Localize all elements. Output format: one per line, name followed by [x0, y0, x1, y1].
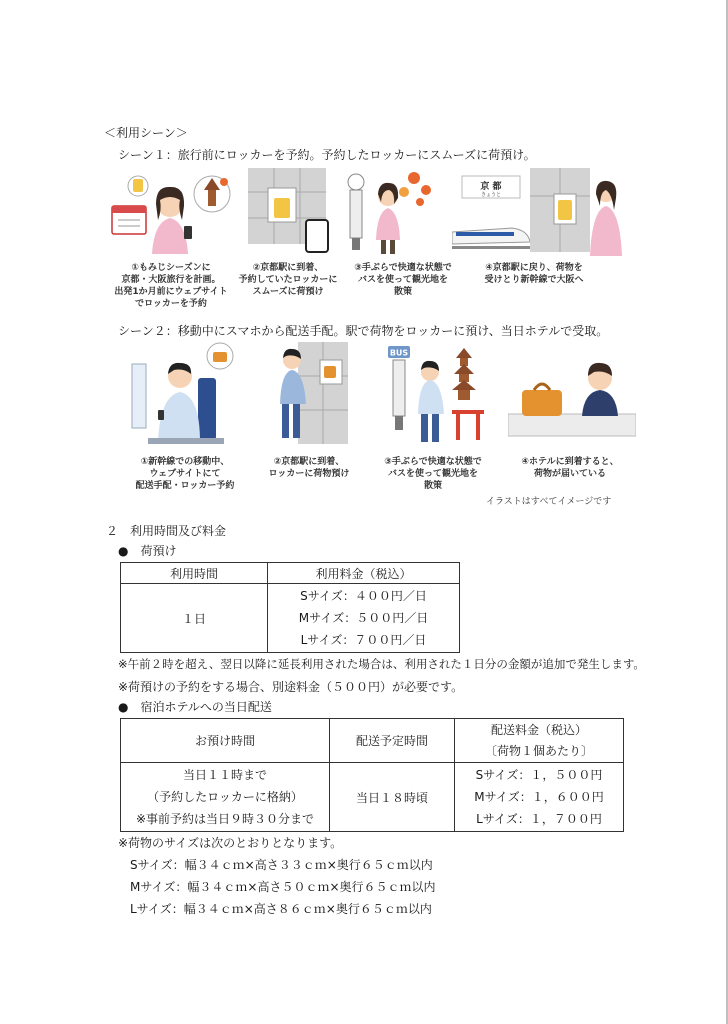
scene1-step4-caption: ④京都駅に戻り、荷物を 受けとり新幹線で大阪へ [484, 263, 584, 285]
delivery-price-table [120, 718, 624, 832]
scene2-step3-caption: ③手ぶらで快適な状態で バスを使って観光地を 散策 [384, 457, 482, 491]
delivery-dropoff: 当日１１時まで （予約したロッカーに格納） ※事前予約は当日９時３０分まで [121, 763, 330, 832]
storage-price-s: Sサイズ：４００円／日 [300, 589, 427, 603]
scene2-step2-illustration [274, 342, 350, 448]
delivery-header-time: 配送予定時間 [330, 719, 455, 763]
station-sign-kana: きょうと [480, 192, 502, 198]
scene1-step2-illustration [248, 168, 336, 254]
storage-note-extension: ※午前２時を超え、翌日以降に延長利用された場合は、利用された１日分の金額が追加で発生します。 [118, 657, 645, 671]
section2-heading: ２ 利用時間及び料金 [106, 524, 227, 538]
storage-header-time: 利用時間 [121, 563, 268, 584]
scene2-step2-caption: ②京都駅に到着、 ロッカーに荷物預け [268, 457, 350, 479]
scene2-step1-illustration [128, 342, 240, 450]
storage-note-reservation: ※荷預けの予約をする場合、別途料金（５００円）が必要です。 [118, 680, 464, 694]
delivery-prices [455, 763, 624, 832]
scene1-step1-caption: ①もみじシーズンに 京都・大阪旅行を計画。 出発1か月前にウェブサイト でロッカーを予約 [114, 263, 228, 309]
scene2-step4-illustration [508, 352, 636, 438]
station-sign-text: 京 都 [480, 182, 502, 192]
bus-sign-text: BUS [389, 348, 409, 358]
storage-price-m: Mサイズ：５００円／日 [298, 611, 429, 625]
scene2-step3-illustration [384, 342, 488, 446]
size-note: ※荷物のサイズは次のとおりとなります。 [118, 836, 343, 850]
delivery-price-l: Lサイズ：１，７００円 [476, 812, 602, 826]
scene1-step2-caption: ②京都駅に到着、 予約していたロッカーに スムーズに荷預け [238, 263, 338, 297]
illustration-note: イラストはすべてイメージです [486, 497, 612, 507]
scene1-step3-caption: ③手ぶらで快適な状態で バスを使って観光地を 散策 [354, 263, 452, 297]
delivery-header-dropoff: お預け時間 [121, 719, 330, 763]
size-s: Sサイズ：幅３４ｃｍ×高さ３３ｃｍ×奥行６５ｃｍ以内 [130, 858, 433, 872]
scenes-heading: ＜利用シーン＞ [104, 126, 188, 140]
delivery-price-m: Mサイズ：１，６００円 [474, 790, 604, 804]
scene1-step4-station-illustration [452, 168, 530, 252]
size-l: Lサイズ：幅３４ｃｍ×高さ８６ｃｍ×奥行６５ｃｍ以内 [130, 902, 432, 916]
storage-bullet: ● 荷預け [118, 544, 177, 558]
scene1-title: シーン１：旅行前にロッカーを予約。予約したロッカーにスムーズに荷預け。 [118, 148, 536, 162]
storage-price-l: Lサイズ：７００円／日 [300, 633, 427, 647]
delivery-price-s: Sサイズ：１，５００円 [475, 768, 603, 782]
storage-price-table [120, 562, 460, 653]
scene1-step3-illustration [346, 168, 438, 258]
scene2-step1-caption: ①新幹線での移動中、 ウェブサイトにて 配送手配・ロッカー予約 [135, 457, 235, 491]
scene2-title: シーン２：移動中にスマホから配送手配。駅で荷物をロッカーに預け、当日ホテルで受取。 [118, 324, 609, 338]
delivery-bullet: ● 宿泊ホテルへの当日配送 [118, 700, 272, 714]
delivery-header-price: 配送料金（税込） 〔荷物１個あたり〕 [455, 719, 624, 763]
storage-header-price: 利用料金（税込） [268, 563, 460, 584]
scene1-step4-locker-illustration [530, 168, 622, 256]
storage-duration: １日 [121, 584, 268, 653]
size-m: Mサイズ：幅３４ｃｍ×高さ５０ｃｍ×奥行６５ｃｍ以内 [130, 880, 436, 894]
storage-prices [268, 584, 460, 653]
delivery-time: 当日１８時頃 [330, 763, 455, 832]
scene1-step1-illustration [108, 168, 232, 254]
scene2-step4-caption: ④ホテルに到着すると、 荷物が届いている [521, 457, 619, 479]
